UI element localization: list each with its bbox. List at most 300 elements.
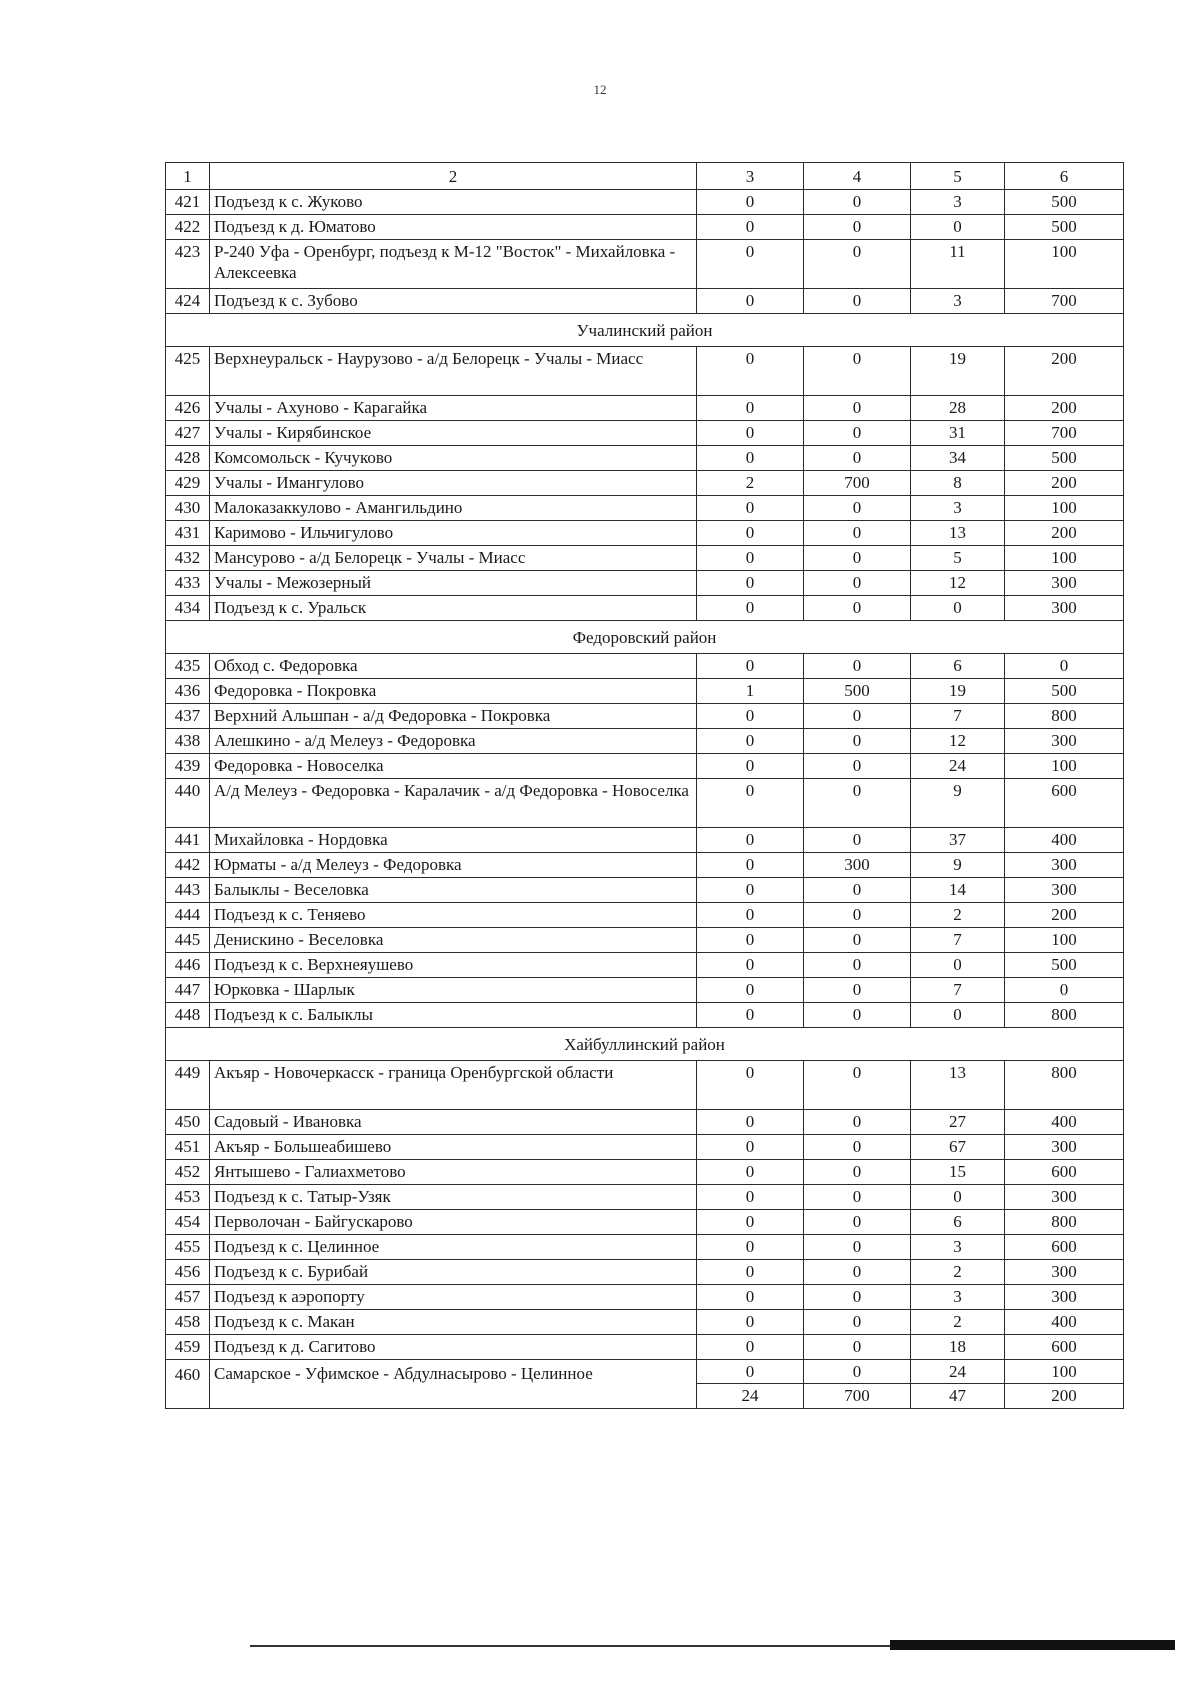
road-name: Учалы - Межозерный	[210, 571, 697, 596]
value-col-3: 0	[697, 596, 804, 621]
value-col-4: 300	[804, 853, 911, 878]
value-col-5: 11	[911, 240, 1005, 289]
value-col-5: 19	[911, 679, 1005, 704]
value-col-3: 0	[697, 1235, 804, 1260]
value-col-6: 500	[1005, 190, 1124, 215]
value-col-4: 500	[804, 679, 911, 704]
value-col-6: 0	[1005, 978, 1124, 1003]
value-col-3: 0	[697, 1335, 804, 1360]
row-number: 422	[166, 215, 210, 240]
value-col-5: 3	[911, 1235, 1005, 1260]
table-row	[166, 546, 1124, 571]
row-number: 456	[166, 1260, 210, 1285]
table-row	[166, 571, 1124, 596]
row-number: 435	[166, 654, 210, 679]
value-col-5: 0	[911, 215, 1005, 240]
value-col-3: 0	[697, 421, 804, 446]
split-value-top: 0	[697, 1360, 803, 1384]
value-col-4: 0	[804, 953, 911, 978]
value-col-4: 0	[804, 1285, 911, 1310]
road-name: Алешкино - а/д Мелеуз - Федоровка	[210, 729, 697, 754]
value-col-6: 300	[1005, 1135, 1124, 1160]
table-row	[166, 446, 1124, 471]
table-row	[166, 1360, 1124, 1409]
value-col-4: 700	[804, 471, 911, 496]
road-name: Подъезд к с. Верхнеяушево	[210, 953, 697, 978]
row-number: 440	[166, 779, 210, 828]
road-name: Янтышево - Галиахметово	[210, 1160, 697, 1185]
table-row	[166, 1335, 1124, 1360]
value-col-4: 0	[804, 1135, 911, 1160]
value-col-5: 19	[911, 347, 1005, 396]
value-col-3: 0	[697, 496, 804, 521]
value-col-6: 300	[1005, 878, 1124, 903]
row-number: 433	[166, 571, 210, 596]
value-col-3: 0	[697, 521, 804, 546]
value-col-3: 2	[697, 471, 804, 496]
road-name: Юрматы - а/д Мелеуз - Федоровка	[210, 853, 697, 878]
value-col-5: 27	[911, 1110, 1005, 1135]
road-name: Федоровка - Новоселка	[210, 754, 697, 779]
value-col-5: 7	[911, 978, 1005, 1003]
table-row	[166, 215, 1124, 240]
value-col-3: 0	[697, 978, 804, 1003]
value-col-6: 700	[1005, 421, 1124, 446]
value-col-3: 0	[697, 240, 804, 289]
row-number: 449	[166, 1061, 210, 1110]
value-col-3: 0	[697, 704, 804, 729]
table-row	[166, 1160, 1124, 1185]
value-col-6: 100	[1005, 496, 1124, 521]
value-col-3: 0	[697, 1185, 804, 1210]
value-col-4: 0	[804, 1061, 911, 1110]
table-row	[166, 521, 1124, 546]
row-number: 460	[166, 1360, 210, 1409]
value-col-3: 0	[697, 1160, 804, 1185]
value-col-5: 2	[911, 1260, 1005, 1285]
header-cell-4: 4	[804, 163, 911, 190]
row-number: 421	[166, 190, 210, 215]
row-number: 438	[166, 729, 210, 754]
value-col-5: 2	[911, 903, 1005, 928]
value-col-3: 0	[697, 546, 804, 571]
row-number: 453	[166, 1185, 210, 1210]
roads-table	[165, 162, 1124, 1409]
value-col-3: 0	[697, 1061, 804, 1110]
road-name: Подъезд к с. Зубово	[210, 289, 697, 314]
value-col-5: 67	[911, 1135, 1005, 1160]
road-name: Учалы - Имангулово	[210, 471, 697, 496]
road-name: Михайловка - Нордовка	[210, 828, 697, 853]
value-col-6: 600	[1005, 1160, 1124, 1185]
section-row	[166, 314, 1124, 347]
split-value-bottom: 47	[949, 1386, 966, 1405]
value-col-6: 600	[1005, 1335, 1124, 1360]
road-name: Самарское - Уфимское - Абдулнасырово - Целинное	[210, 1360, 697, 1409]
row-number: 451	[166, 1135, 210, 1160]
road-name: Верхний Альшпан - а/д Федоровка - Покровка	[210, 704, 697, 729]
row-number: 448	[166, 1003, 210, 1028]
value-col-5: 14	[911, 878, 1005, 903]
road-name: Подъезд к с. Макан	[210, 1310, 697, 1335]
road-name: Садовый - Ивановка	[210, 1110, 697, 1135]
value-col-3: 0	[697, 729, 804, 754]
row-number: 428	[166, 446, 210, 471]
value-col-6: 200	[1005, 396, 1124, 421]
value-col-4: 0	[804, 596, 911, 621]
road-name: Перволочан - Байгускарово	[210, 1210, 697, 1235]
value-col-6: 300	[1005, 1185, 1124, 1210]
row-number: 427	[166, 421, 210, 446]
value-col-6: 800	[1005, 1210, 1124, 1235]
value-col-6: 500	[1005, 679, 1124, 704]
value-col-5: 12	[911, 729, 1005, 754]
table-row	[166, 1061, 1124, 1110]
value-col-4: 0	[804, 654, 911, 679]
value-col-5: 9	[911, 853, 1005, 878]
table-row	[166, 828, 1124, 853]
table-row	[166, 853, 1124, 878]
value-col-6: 400	[1005, 1110, 1124, 1135]
road-name: Денискино - Веселовка	[210, 928, 697, 953]
value-col-3: 0	[697, 1135, 804, 1160]
value-col-3: 1	[697, 679, 804, 704]
road-name: Комсомольск - Кучуково	[210, 446, 697, 471]
value-col-5: 13	[911, 1061, 1005, 1110]
value-col-3: 0	[697, 1003, 804, 1028]
value-col-4: 0	[804, 1185, 911, 1210]
value-col-6: 0	[1005, 654, 1124, 679]
value-col-5: 2	[911, 1310, 1005, 1335]
road-name: Каримово - Ильчигулово	[210, 521, 697, 546]
value-col-5: 5	[911, 546, 1005, 571]
value-col-4: 0	[804, 190, 911, 215]
split-value-bottom: 24	[741, 1386, 759, 1405]
value-col-4: 0	[804, 828, 911, 853]
section-title: Хайбуллинский район	[166, 1028, 1124, 1061]
value-col-4: 0	[804, 1210, 911, 1235]
value-col-6: 100	[1005, 754, 1124, 779]
value-col-6: 400	[1005, 1310, 1124, 1335]
value-col-6: 800	[1005, 704, 1124, 729]
value-col-4: 0	[804, 1003, 911, 1028]
row-number: 442	[166, 853, 210, 878]
row-number: 425	[166, 347, 210, 396]
value-col-4: 0	[804, 546, 911, 571]
value-col-6: 100	[1005, 240, 1124, 289]
row-number: 439	[166, 754, 210, 779]
value-col-4: 0	[804, 704, 911, 729]
table-row	[166, 1310, 1124, 1335]
value-col-3: 0	[697, 396, 804, 421]
value-col-5: 37	[911, 828, 1005, 853]
value-col-3: 0	[697, 953, 804, 978]
value-col-3: 0	[697, 190, 804, 215]
row-number: 436	[166, 679, 210, 704]
table-row	[166, 396, 1124, 421]
value-col-6: 600	[1005, 1235, 1124, 1260]
value-col-3: 0	[697, 347, 804, 396]
row-number: 446	[166, 953, 210, 978]
value-col-5: 8	[911, 471, 1005, 496]
value-col-3: 0	[697, 1260, 804, 1285]
row-number: 424	[166, 289, 210, 314]
value-col-4: 0	[804, 347, 911, 396]
value-col-3: 0	[697, 1310, 804, 1335]
value-col-4: 0	[804, 496, 911, 521]
value-col-5: 3	[911, 289, 1005, 314]
value-col-3: 0	[697, 878, 804, 903]
value-col-6: 500	[1005, 953, 1124, 978]
road-name: Учалы - Ахуново - Карагайка	[210, 396, 697, 421]
road-name: Балыклы - Веселовка	[210, 878, 697, 903]
value-col-4: 0	[804, 396, 911, 421]
header-cell-3: 3	[697, 163, 804, 190]
value-col-5: 3	[911, 1285, 1005, 1310]
value-col-5: 7	[911, 704, 1005, 729]
value-col-4: 0	[804, 215, 911, 240]
row-number: 441	[166, 828, 210, 853]
value-col-5: 0	[911, 1003, 1005, 1028]
value-col-6: 300	[1005, 596, 1124, 621]
value-col-3: 0	[697, 853, 804, 878]
section-title: Федоровский район	[166, 621, 1124, 654]
value-col-3: 0	[697, 654, 804, 679]
row-number: 443	[166, 878, 210, 903]
value-col-3: 0	[697, 779, 804, 828]
split-value-bottom: 200	[1051, 1386, 1077, 1405]
value-col-5: 3	[911, 190, 1005, 215]
value-col-4: 0	[804, 1260, 911, 1285]
table-row	[166, 704, 1124, 729]
value-col-6: 300	[1005, 1260, 1124, 1285]
table-row	[166, 953, 1124, 978]
value-col-6: 500	[1005, 446, 1124, 471]
value-col-6: 400	[1005, 828, 1124, 853]
road-name: Р-240 Уфа - Оренбург, подъезд к М-12 "Восток" - Михайловка - Алексеевка	[210, 240, 697, 289]
row-number: 423	[166, 240, 210, 289]
value-col-5: 6	[911, 654, 1005, 679]
header-cell-6: 6	[1005, 163, 1124, 190]
table-body	[166, 163, 1124, 1409]
value-col-4: 0	[804, 928, 911, 953]
value-col-6: 100	[1005, 546, 1124, 571]
road-name: Акъяр - Новочеркасск - граница Оренбургской области	[210, 1061, 697, 1110]
value-col-4: 0	[804, 1335, 911, 1360]
row-number: 447	[166, 978, 210, 1003]
split-value-top: 100	[1005, 1360, 1123, 1384]
road-name: Мансурово - а/д Белорецк - Учалы - Миасс	[210, 546, 697, 571]
row-number: 431	[166, 521, 210, 546]
road-name: Подъезд к с. Целинное	[210, 1235, 697, 1260]
value-col-5: 3	[911, 496, 1005, 521]
road-name: Подъезд к аэропорту	[210, 1285, 697, 1310]
table-row	[166, 1185, 1124, 1210]
value-col-6: 200	[1005, 471, 1124, 496]
value-col-5: 13	[911, 521, 1005, 546]
table-row	[166, 596, 1124, 621]
value-col-5: 31	[911, 421, 1005, 446]
split-value-bottom: 700	[844, 1386, 870, 1405]
value-col-4: 0	[804, 729, 911, 754]
value-col-4: 0	[804, 421, 911, 446]
table-row	[166, 654, 1124, 679]
value-col-4: 0	[804, 1110, 911, 1135]
bottom-rule-thick	[890, 1640, 1175, 1650]
value-col-4: 0	[804, 903, 911, 928]
value-col-6: 600	[1005, 779, 1124, 828]
row-number: 455	[166, 1235, 210, 1260]
value-col-5: 28	[911, 396, 1005, 421]
header-cell-1: 1	[166, 163, 210, 190]
value-col-4: 0	[804, 1235, 911, 1260]
value-col-6: 800	[1005, 1003, 1124, 1028]
table-row	[166, 1110, 1124, 1135]
value-col-5: 15	[911, 1160, 1005, 1185]
value-col-5: 0	[911, 1185, 1005, 1210]
value-col-6: 200	[1005, 903, 1124, 928]
row-number: 457	[166, 1285, 210, 1310]
row-number: 458	[166, 1310, 210, 1335]
road-name: Обход с. Федоровка	[210, 654, 697, 679]
road-name: Верхнеуральск - Наурузово - а/д Белорецк - Учалы - Миасс	[210, 347, 697, 396]
value-col-5: 0	[911, 596, 1005, 621]
value-col-3: 0	[697, 1110, 804, 1135]
table-row	[166, 1235, 1124, 1260]
table-row	[166, 471, 1124, 496]
value-col-3: 0	[697, 289, 804, 314]
road-name: Подъезд к с. Бурибай	[210, 1260, 697, 1285]
value-col-3: 0	[697, 215, 804, 240]
split-value-top: 24	[911, 1360, 1004, 1384]
value-col-4: 0	[804, 1160, 911, 1185]
value-col-4: 0	[804, 446, 911, 471]
table-row	[166, 347, 1124, 396]
table-row	[166, 978, 1124, 1003]
value-col-4: 0	[804, 754, 911, 779]
section-row	[166, 1028, 1124, 1061]
value-col-3: 0	[697, 903, 804, 928]
row-number: 426	[166, 396, 210, 421]
value-col-3: 0	[697, 928, 804, 953]
road-name: Юрковка - Шарлык	[210, 978, 697, 1003]
value-col-6: 300	[1005, 1285, 1124, 1310]
section-title: Учалинский район	[166, 314, 1124, 347]
table-row	[166, 903, 1124, 928]
value-col-5: 9	[911, 779, 1005, 828]
split-value-c6	[1005, 1360, 1124, 1409]
value-col-4: 0	[804, 289, 911, 314]
table-row	[166, 878, 1124, 903]
road-name: Подъезд к д. Сагитово	[210, 1335, 697, 1360]
page-number: 12	[593, 82, 607, 97]
row-number: 434	[166, 596, 210, 621]
value-col-4: 0	[804, 521, 911, 546]
table-row	[166, 729, 1124, 754]
value-col-6: 100	[1005, 928, 1124, 953]
value-col-3: 0	[697, 754, 804, 779]
road-name: Акъяр - Большеабишево	[210, 1135, 697, 1160]
road-name: Федоровка - Покровка	[210, 679, 697, 704]
road-name: Учалы - Кирябинское	[210, 421, 697, 446]
value-col-5: 7	[911, 928, 1005, 953]
road-name: Подъезд к с. Теняево	[210, 903, 697, 928]
table-row	[166, 679, 1124, 704]
header-cell-5: 5	[911, 163, 1005, 190]
table-row	[166, 1135, 1124, 1160]
value-col-4: 0	[804, 779, 911, 828]
table-row	[166, 190, 1124, 215]
value-col-3: 0	[697, 828, 804, 853]
row-number: 445	[166, 928, 210, 953]
split-value-c3	[697, 1360, 804, 1409]
value-col-4: 0	[804, 240, 911, 289]
value-col-5: 24	[911, 754, 1005, 779]
table-row	[166, 496, 1124, 521]
split-value-top: 0	[804, 1360, 910, 1384]
value-col-6: 300	[1005, 853, 1124, 878]
value-col-5: 0	[911, 953, 1005, 978]
value-col-5: 12	[911, 571, 1005, 596]
road-name: Подъезд к с. Уральск	[210, 596, 697, 621]
row-number: 454	[166, 1210, 210, 1235]
value-col-5: 6	[911, 1210, 1005, 1235]
row-number: 452	[166, 1160, 210, 1185]
row-number: 429	[166, 471, 210, 496]
value-col-6: 500	[1005, 215, 1124, 240]
road-name: Подъезд к с. Татыр-Узяк	[210, 1185, 697, 1210]
table-row	[166, 1285, 1124, 1310]
road-name: Подъезд к с. Жуково	[210, 190, 697, 215]
road-name: А/д Мелеуз - Федоровка - Каралачик - а/д Федоровка - Новоселка	[210, 779, 697, 828]
road-name: Подъезд к д. Юматово	[210, 215, 697, 240]
table-row	[166, 928, 1124, 953]
value-col-3: 0	[697, 1285, 804, 1310]
road-name: Подъезд к с. Балыклы	[210, 1003, 697, 1028]
value-col-4: 0	[804, 878, 911, 903]
table-row	[166, 289, 1124, 314]
header-cell-2: 2	[210, 163, 697, 190]
table-row	[166, 754, 1124, 779]
table-row	[166, 240, 1124, 289]
value-col-4: 0	[804, 571, 911, 596]
table-row	[166, 1003, 1124, 1028]
value-col-6: 300	[1005, 729, 1124, 754]
bottom-rule	[250, 1640, 1175, 1650]
split-value-c4	[804, 1360, 911, 1409]
row-number: 450	[166, 1110, 210, 1135]
split-value-c5	[911, 1360, 1005, 1409]
value-col-6: 200	[1005, 521, 1124, 546]
value-col-3: 0	[697, 571, 804, 596]
value-col-5: 18	[911, 1335, 1005, 1360]
row-number: 432	[166, 546, 210, 571]
row-number: 444	[166, 903, 210, 928]
value-col-3: 0	[697, 1210, 804, 1235]
value-col-5: 34	[911, 446, 1005, 471]
table-row	[166, 421, 1124, 446]
value-col-6: 700	[1005, 289, 1124, 314]
table-row	[166, 1210, 1124, 1235]
value-col-6: 800	[1005, 1061, 1124, 1110]
table-header-row	[166, 163, 1124, 190]
value-col-4: 0	[804, 1310, 911, 1335]
table-row	[166, 1260, 1124, 1285]
row-number: 437	[166, 704, 210, 729]
section-row	[166, 621, 1124, 654]
value-col-3: 0	[697, 446, 804, 471]
road-name: Малоказаккулово - Амангильдино	[210, 496, 697, 521]
